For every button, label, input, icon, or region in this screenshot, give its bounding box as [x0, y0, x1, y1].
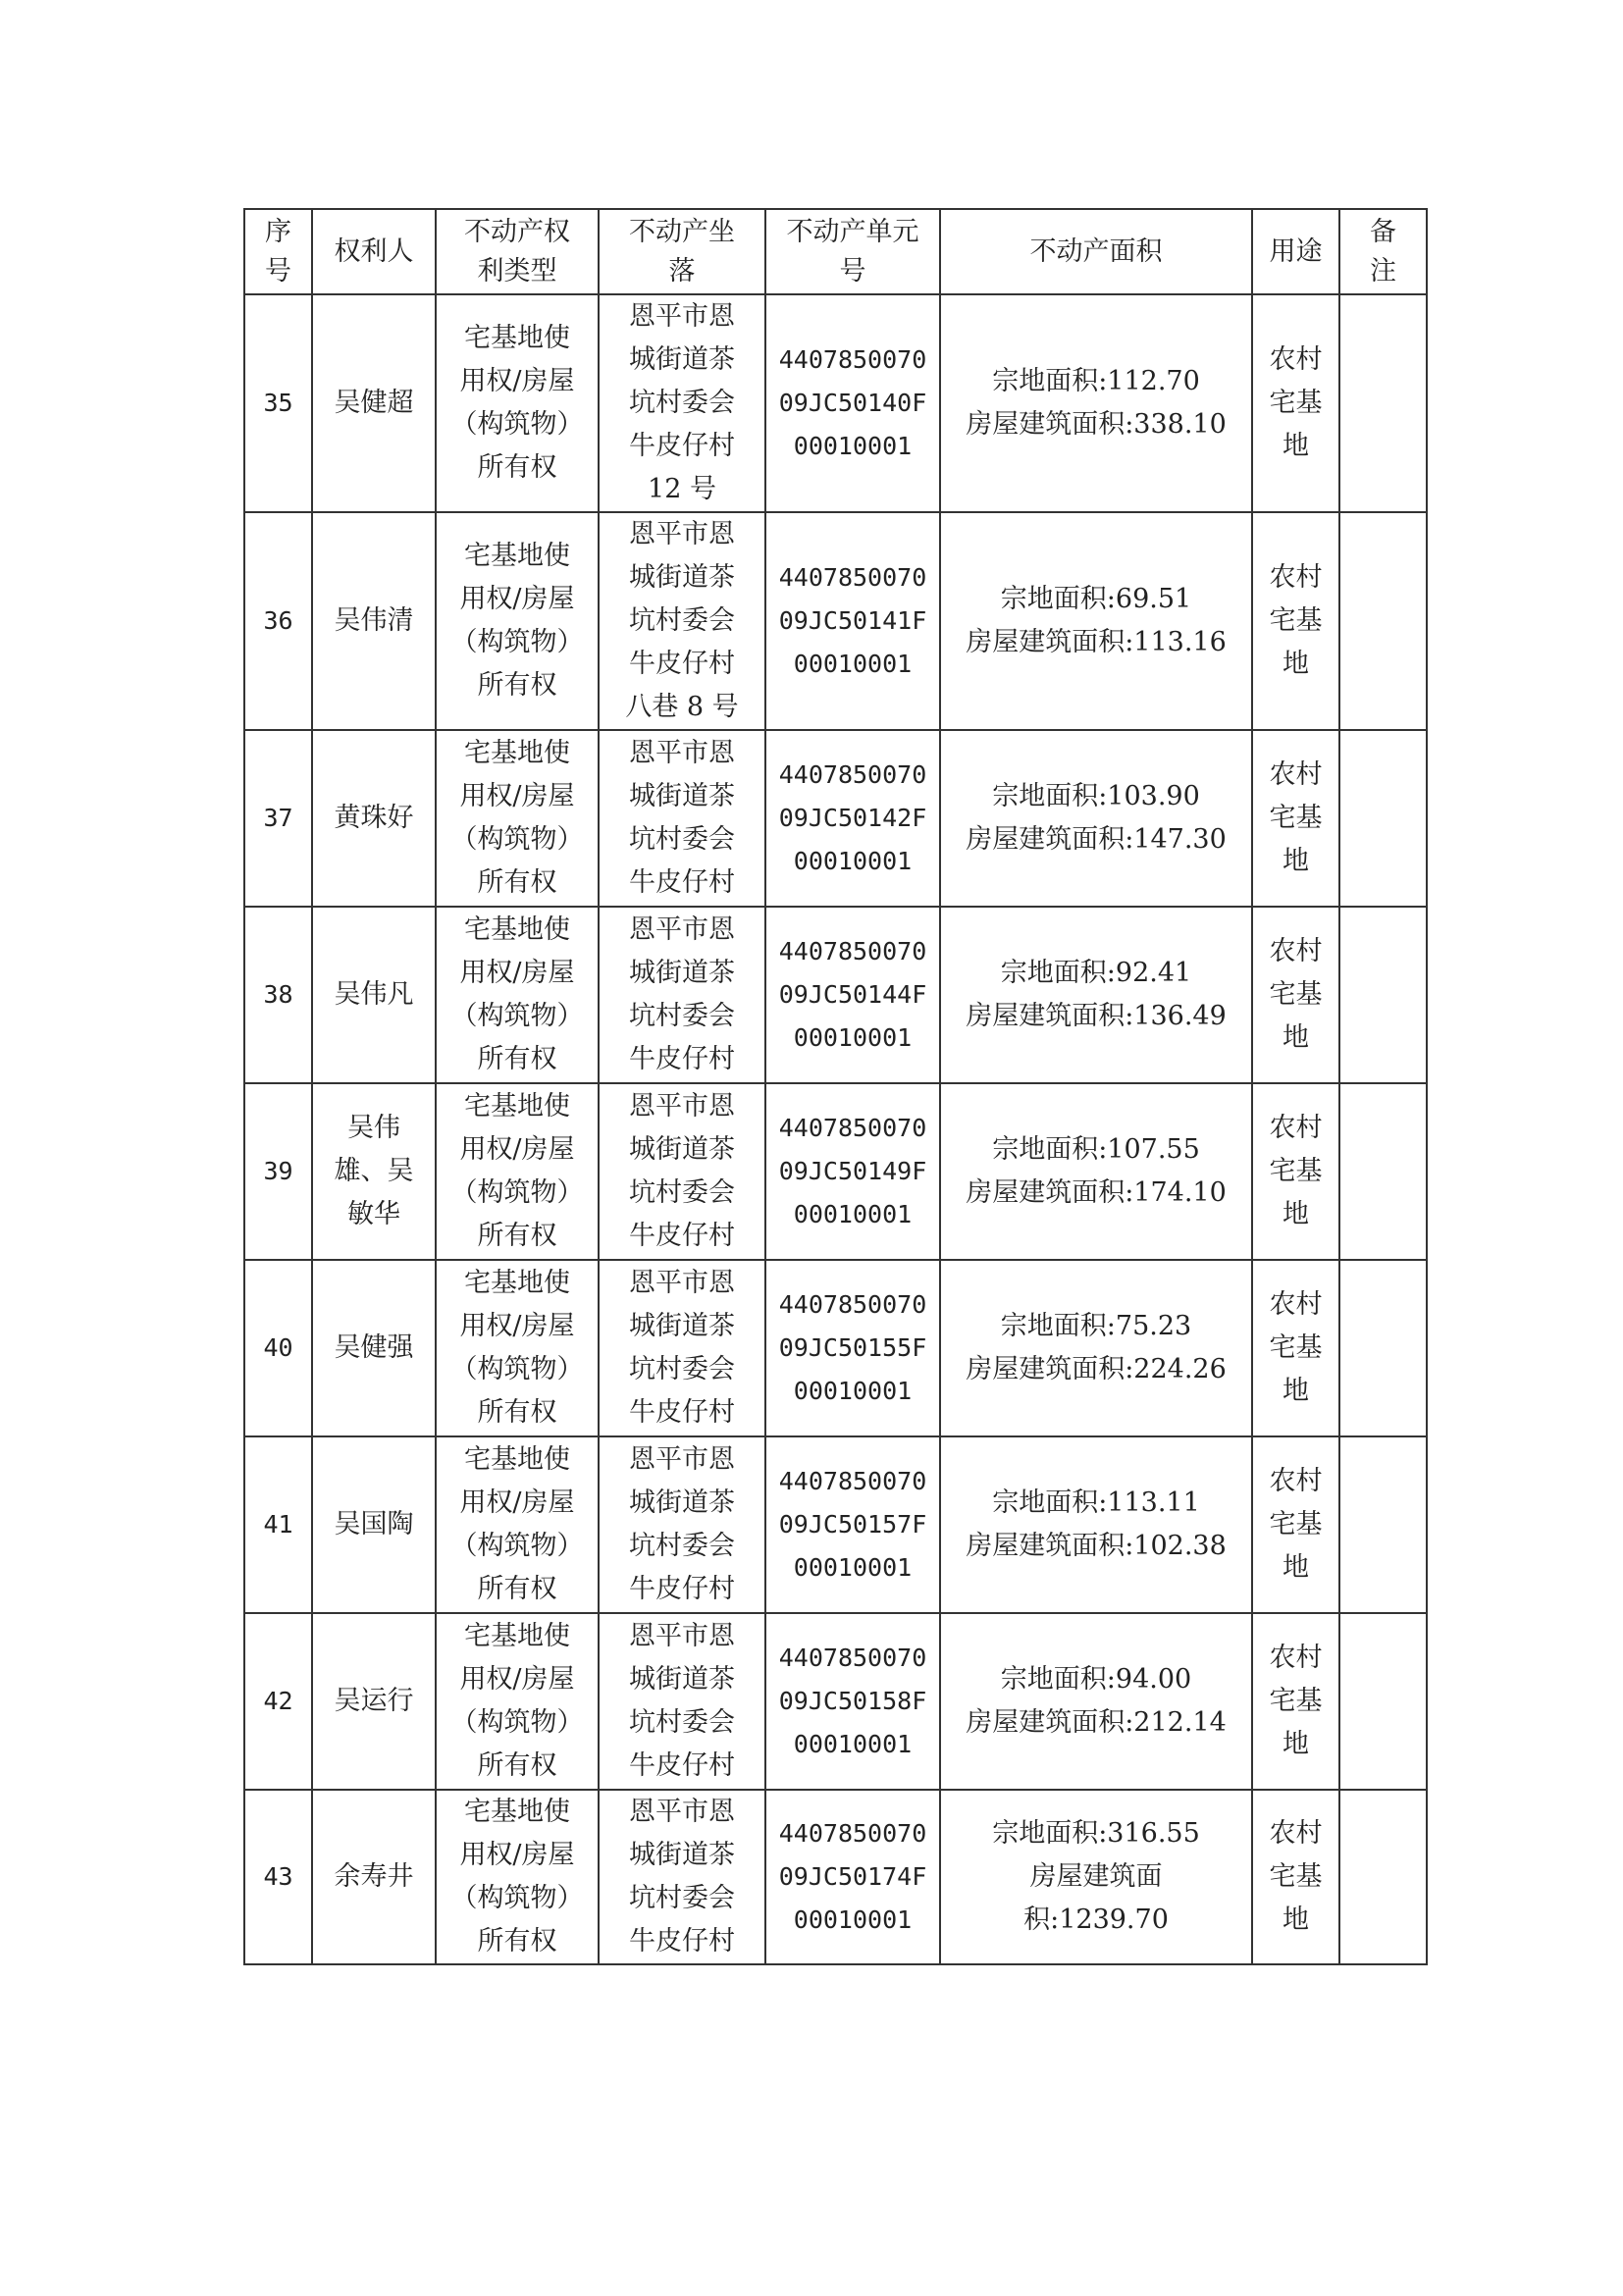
cell-location — [599, 907, 765, 1083]
cell-location — [599, 1613, 765, 1790]
table-row — [244, 1613, 1427, 1790]
cell-usage-text: 农村 宅基 地 — [1269, 1289, 1323, 1406]
cell-right-type-text: 宅基地使 用权/房屋 （构筑物） 所有权 — [450, 541, 584, 701]
cell-seq-text: 37 — [263, 804, 293, 832]
cell-unit-no — [765, 907, 940, 1083]
header-area — [940, 209, 1252, 294]
cell-holder — [312, 1436, 436, 1613]
header-holder-label: 权利人 — [334, 235, 414, 267]
cell-unit-no-text: 4407850070 09JC50140F 00010001 — [778, 345, 927, 460]
cell-unit-no — [765, 512, 940, 730]
cell-usage — [1252, 1613, 1339, 1790]
cell-seq-text: 41 — [263, 1510, 293, 1539]
cell-area — [940, 730, 1252, 907]
cell-note — [1339, 1260, 1427, 1436]
cell-area — [940, 1613, 1252, 1790]
cell-holder-text: 吴健超 — [334, 388, 414, 418]
cell-seq — [244, 730, 312, 907]
cell-area — [940, 512, 1252, 730]
cell-seq-text: 36 — [263, 606, 293, 635]
cell-note — [1339, 1436, 1427, 1613]
cell-unit-no-text: 4407850070 09JC50155F 00010001 — [778, 1290, 927, 1405]
cell-location-text: 恩平市恩 城街道茶 坑村委会 牛皮仔村 12 号 — [629, 301, 735, 504]
cell-right-type-text: 宅基地使 用权/房屋 （构筑物） 所有权 — [450, 1621, 584, 1781]
header-unit-no-label: 不动产单元 号 — [786, 216, 919, 287]
cell-location-text: 恩平市恩 城街道茶 坑村委会 牛皮仔村 — [629, 1091, 735, 1251]
table-row — [244, 1083, 1427, 1260]
cell-right-type — [436, 730, 599, 907]
cell-note — [1339, 294, 1427, 512]
cell-seq — [244, 1790, 312, 1964]
cell-usage-text: 农村 宅基 地 — [1269, 759, 1323, 876]
cell-right-type — [436, 1790, 599, 1964]
cell-note — [1339, 1083, 1427, 1260]
cell-note — [1339, 512, 1427, 730]
cell-holder — [312, 907, 436, 1083]
table-body — [244, 294, 1427, 1964]
cell-holder-text: 吴伟 雄、吴 敏华 — [334, 1113, 414, 1229]
cell-unit-no — [765, 1436, 940, 1613]
cell-right-type-text: 宅基地使 用权/房屋 （构筑物） 所有权 — [450, 738, 584, 898]
cell-unit-no-text: 4407850070 09JC50158F 00010001 — [778, 1644, 927, 1758]
cell-unit-no — [765, 1083, 940, 1260]
cell-holder — [312, 1790, 436, 1964]
cell-right-type — [436, 1613, 599, 1790]
cell-usage — [1252, 1260, 1339, 1436]
cell-usage — [1252, 294, 1339, 512]
cell-right-type — [436, 294, 599, 512]
cell-right-type — [436, 1436, 599, 1613]
cell-unit-no-text: 4407850070 09JC50141F 00010001 — [778, 563, 927, 678]
header-seq — [244, 209, 312, 294]
header-unit-no — [765, 209, 940, 294]
cell-seq-text: 40 — [263, 1333, 293, 1362]
cell-unit-no-text: 4407850070 09JC50144F 00010001 — [778, 937, 927, 1052]
cell-holder-text: 吴伟凡 — [334, 979, 414, 1010]
cell-holder-text: 吴健强 — [334, 1332, 414, 1363]
cell-note — [1339, 1613, 1427, 1790]
cell-holder — [312, 294, 436, 512]
header-note-label: 备 注 — [1370, 216, 1396, 287]
cell-seq-text: 42 — [263, 1687, 293, 1715]
cell-unit-no — [765, 730, 940, 907]
cell-right-type — [436, 907, 599, 1083]
cell-location-text: 恩平市恩 城街道茶 坑村委会 牛皮仔村 — [629, 914, 735, 1074]
cell-unit-no-text: 4407850070 09JC50149F 00010001 — [778, 1114, 927, 1228]
cell-seq-text: 38 — [263, 980, 293, 1009]
cell-holder-text: 吴伟清 — [334, 605, 414, 636]
cell-right-type-text: 宅基地使 用权/房屋 （构筑物） 所有权 — [450, 914, 584, 1074]
cell-holder-text: 吴运行 — [334, 1686, 414, 1716]
cell-right-type-text: 宅基地使 用权/房屋 （构筑物） 所有权 — [450, 1444, 584, 1604]
cell-unit-no — [765, 1613, 940, 1790]
cell-usage-text: 农村 宅基 地 — [1269, 562, 1323, 679]
cell-usage — [1252, 1436, 1339, 1613]
cell-unit-no — [765, 1790, 940, 1964]
cell-area-text: 宗地面积:69.51 房屋建筑面积:113.16 — [966, 584, 1227, 657]
cell-usage-text: 农村 宅基 地 — [1269, 344, 1323, 461]
cell-location-text: 恩平市恩 城街道茶 坑村委会 牛皮仔村 — [629, 1268, 735, 1428]
cell-location — [599, 730, 765, 907]
cell-area-text: 宗地面积:112.70 房屋建筑面积:338.10 — [966, 366, 1227, 440]
cell-location — [599, 294, 765, 512]
cell-area-text: 宗地面积:103.90 房屋建筑面积:147.30 — [966, 781, 1227, 855]
cell-holder-text: 吴国陶 — [334, 1509, 414, 1539]
cell-usage — [1252, 1790, 1339, 1964]
cell-usage-text: 农村 宅基 地 — [1269, 1113, 1323, 1229]
cell-unit-no — [765, 1260, 940, 1436]
cell-location — [599, 1790, 765, 1964]
cell-area — [940, 1790, 1252, 1964]
header-location — [599, 209, 765, 294]
cell-right-type — [436, 1260, 599, 1436]
cell-area-text: 宗地面积:316.55 房屋建筑面 积:1239.70 — [992, 1818, 1200, 1935]
cell-right-type — [436, 512, 599, 730]
table-row — [244, 1260, 1427, 1436]
table-row — [244, 512, 1427, 730]
cell-area — [940, 1260, 1252, 1436]
cell-seq — [244, 1436, 312, 1613]
cell-seq-text: 39 — [263, 1157, 293, 1185]
cell-seq — [244, 1083, 312, 1260]
cell-note — [1339, 907, 1427, 1083]
header-usage — [1252, 209, 1339, 294]
header-right-type — [436, 209, 599, 294]
cell-unit-no-text: 4407850070 09JC50142F 00010001 — [778, 760, 927, 875]
cell-holder — [312, 730, 436, 907]
cell-note — [1339, 730, 1427, 907]
cell-area-text: 宗地面积:94.00 房屋建筑面积:212.14 — [966, 1664, 1227, 1738]
cell-usage-text: 农村 宅基 地 — [1269, 936, 1323, 1053]
cell-usage — [1252, 1083, 1339, 1260]
cell-location-text: 恩平市恩 城街道茶 坑村委会 牛皮仔村 — [629, 1621, 735, 1781]
cell-area-text: 宗地面积:107.55 房屋建筑面积:174.10 — [966, 1134, 1227, 1208]
cell-location-text: 恩平市恩 城街道茶 坑村委会 牛皮仔村 八巷 8 号 — [625, 519, 739, 722]
cell-seq — [244, 1613, 312, 1790]
cell-area-text: 宗地面积:75.23 房屋建筑面积:224.26 — [966, 1311, 1227, 1384]
cell-right-type — [436, 1083, 599, 1260]
cell-location — [599, 1436, 765, 1613]
header-seq-label: 序 号 — [265, 216, 291, 287]
cell-location-text: 恩平市恩 城街道茶 坑村委会 牛皮仔村 — [629, 1797, 735, 1957]
cell-holder — [312, 1083, 436, 1260]
cell-unit-no-text: 4407850070 09JC50174F 00010001 — [778, 1819, 927, 1934]
cell-area-text: 宗地面积:92.41 房屋建筑面积:136.49 — [966, 958, 1227, 1031]
cell-holder — [312, 512, 436, 730]
cell-right-type-text: 宅基地使 用权/房屋 （构筑物） 所有权 — [450, 323, 584, 483]
cell-area-text: 宗地面积:113.11 房屋建筑面积:102.38 — [966, 1487, 1227, 1561]
cell-right-type-text: 宅基地使 用权/房屋 （构筑物） 所有权 — [450, 1797, 584, 1957]
header-holder — [312, 209, 436, 294]
cell-seq — [244, 907, 312, 1083]
cell-seq-text: 43 — [263, 1862, 293, 1891]
cell-holder — [312, 1613, 436, 1790]
header-note — [1339, 209, 1427, 294]
cell-right-type-text: 宅基地使 用权/房屋 （构筑物） 所有权 — [450, 1091, 584, 1251]
cell-usage-text: 农村 宅基 地 — [1269, 1643, 1323, 1759]
header-right-type-label: 不动产权 利类型 — [464, 216, 570, 287]
cell-usage-text: 农村 宅基 地 — [1269, 1818, 1323, 1935]
cell-location — [599, 512, 765, 730]
table-header-row — [244, 209, 1427, 294]
cell-right-type-text: 宅基地使 用权/房屋 （构筑物） 所有权 — [450, 1268, 584, 1428]
cell-usage — [1252, 730, 1339, 907]
table-row — [244, 1436, 1427, 1613]
cell-area — [940, 294, 1252, 512]
table-row — [244, 907, 1427, 1083]
cell-unit-no-text: 4407850070 09JC50157F 00010001 — [778, 1467, 927, 1582]
cell-holder — [312, 1260, 436, 1436]
cell-location — [599, 1083, 765, 1260]
cell-seq — [244, 294, 312, 512]
table-row — [244, 1790, 1427, 1964]
cell-note — [1339, 1790, 1427, 1964]
cell-area — [940, 1436, 1252, 1613]
cell-usage — [1252, 512, 1339, 730]
cell-area — [940, 1083, 1252, 1260]
cell-holder-text: 余寿井 — [334, 1861, 414, 1892]
table-row — [244, 294, 1427, 512]
cell-seq-text: 35 — [263, 389, 293, 417]
cell-usage — [1252, 907, 1339, 1083]
cell-location — [599, 1260, 765, 1436]
cell-area — [940, 907, 1252, 1083]
cell-seq — [244, 1260, 312, 1436]
cell-seq — [244, 512, 312, 730]
table-row — [244, 730, 1427, 907]
header-usage-label: 用途 — [1269, 235, 1323, 267]
cell-location-text: 恩平市恩 城街道茶 坑村委会 牛皮仔村 — [629, 738, 735, 898]
header-area-label: 不动产面积 — [1029, 235, 1163, 267]
property-registry-table — [243, 208, 1428, 1965]
cell-usage-text: 农村 宅基 地 — [1269, 1466, 1323, 1583]
cell-holder-text: 黄珠好 — [334, 803, 414, 833]
cell-unit-no — [765, 294, 940, 512]
header-location-label: 不动产坐 落 — [629, 216, 735, 287]
cell-location-text: 恩平市恩 城街道茶 坑村委会 牛皮仔村 — [629, 1444, 735, 1604]
